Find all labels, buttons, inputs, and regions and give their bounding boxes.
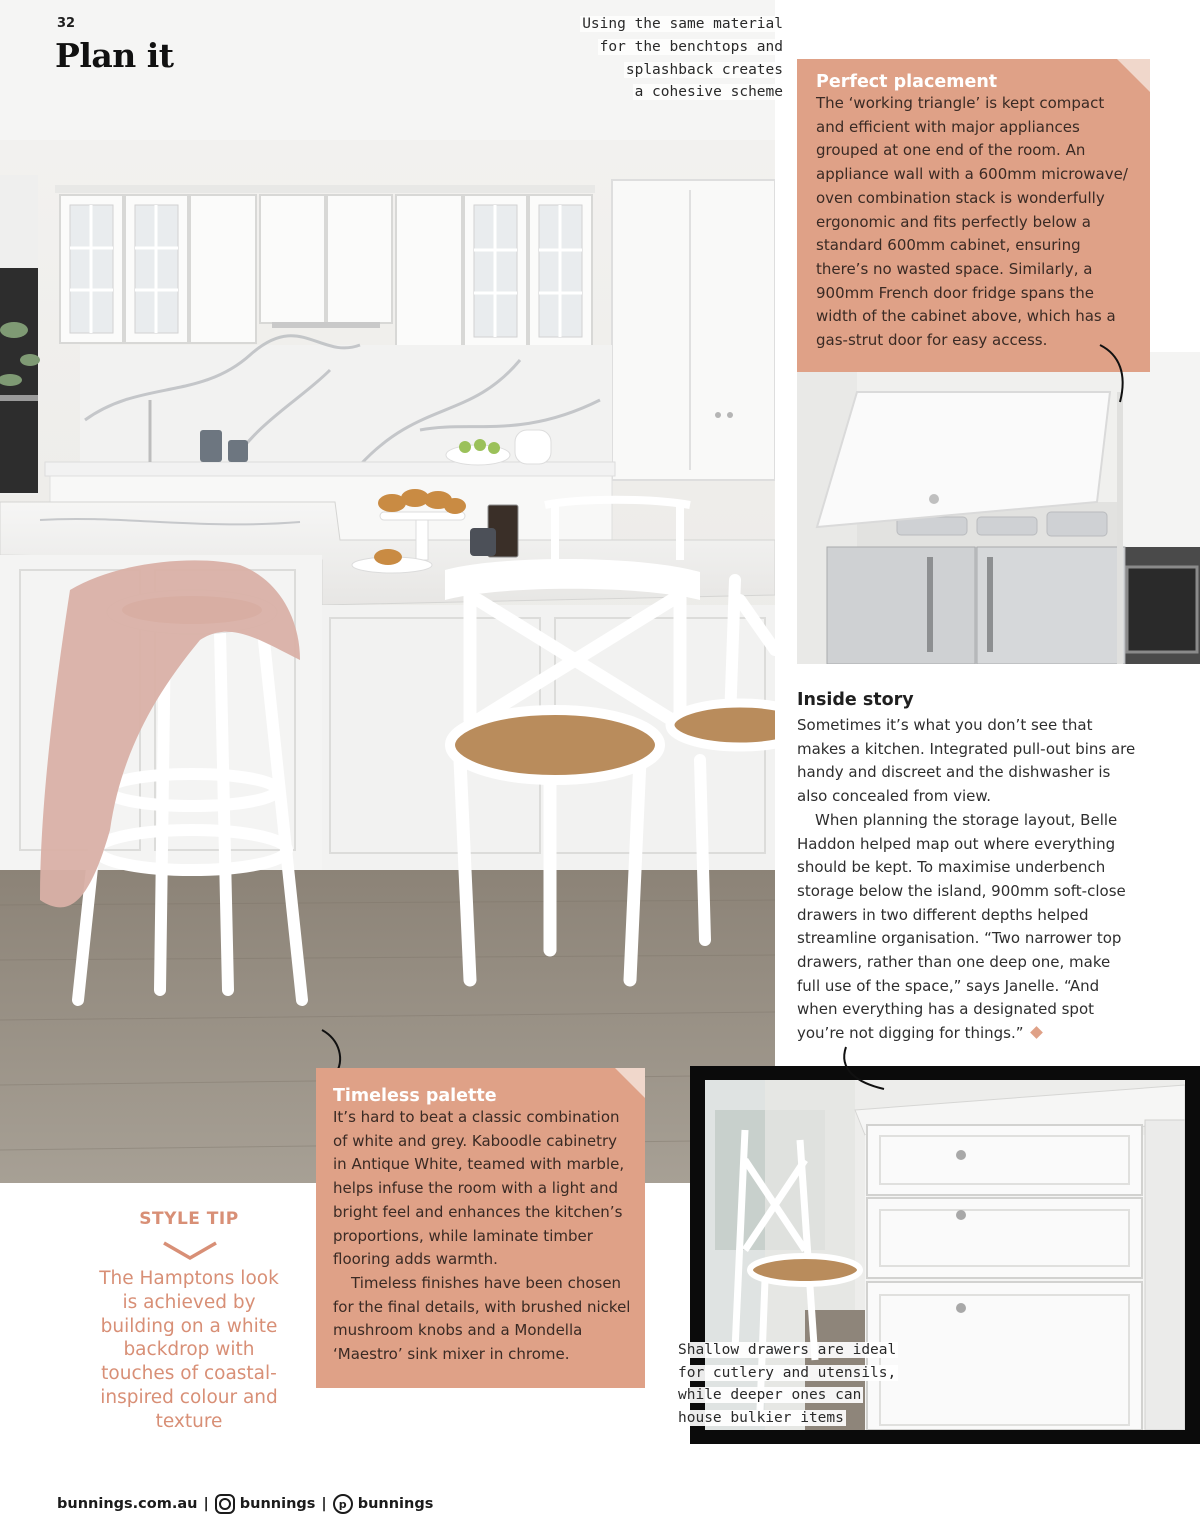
caption-line: Shallow drawers are ideal [678, 1342, 897, 1358]
caption-line: while deeper ones can [678, 1387, 862, 1404]
caption-line: for cutlery and utensils, [678, 1364, 897, 1381]
inside-story-section [797, 690, 1137, 1046]
divider: | [203, 1496, 209, 1512]
paragraph: Timeless finishes have been chosen for the final details, with brushed nickel mushroom knobs and a Mondella ‘Maestro’ sink mixer in chrome. [333, 1273, 631, 1364]
folded-corner [615, 1068, 645, 1098]
style-tip-text: The Hamptons look is achieved by building on a white backdrop with touches of coastal-inspired colour and texture [99, 1268, 279, 1432]
callout-perfect-placement [797, 59, 1150, 372]
pinterest-icon: p [333, 1494, 353, 1514]
page-number: 32 [57, 16, 76, 31]
caption-line: a cohesive scheme [634, 84, 783, 101]
folded-corner [1117, 59, 1150, 92]
style-tip-label: STYLE TIP [139, 1209, 239, 1229]
caption-line: house bulkier items [678, 1409, 844, 1426]
divider: | [321, 1496, 327, 1512]
callout-title: Timeless palette [333, 1086, 497, 1106]
callout-timeless-palette [316, 1068, 645, 1388]
paragraph [797, 809, 1137, 1046]
section-heading: Inside story [797, 690, 914, 710]
callout-body: The ‘working triangle’ is kept compact and efficient with major appliances grouped at one end of the room. An appliance wall with a 600mm microwave/ oven combination stack is wonderfully ergonomic and fits perfectly below a standard 600mm cabinet, ensuring there’s no wasted space. Similarly, a 900mm French door fridge spans the width of the cabinet above, which has a gas-strut door for easy access. [816, 94, 1128, 350]
photo-caption-top [525, 13, 785, 104]
instagram-icon [215, 1494, 235, 1514]
pointer-line [838, 1045, 888, 1095]
pointer-line [1095, 340, 1135, 410]
caption-line: splashback creates [625, 61, 783, 78]
end-mark-icon [1030, 1026, 1043, 1039]
website-link[interactable]: bunnings.com.au [57, 1496, 198, 1512]
paragraph: It’s hard to beat a classic combination of white and grey. Kaboodle cabinetry in Antique White, teamed with marble, helps infuse the room with a light and bright feel and enhances the kitchen’s proportions, while laminate timber flooring adds warmth. [333, 1108, 625, 1269]
fridge-photo [797, 352, 1200, 664]
paragraph-text: When planning the storage layout, Belle Haddon helped map out where everything should be kept. To maximise underbench storage below the island, 900mm soft-close drawers in two different depths helped streamline organisation. “Two narrower top drawers, rather than one deep one, make full use of the space,” says Janelle. “And when everything has a designated spot you’re not digging for things.” [797, 810, 1126, 1043]
caption-line: for the benchtops and [599, 38, 783, 55]
caption-line: Using the same material [582, 16, 783, 32]
section-title: Plan it [55, 36, 174, 75]
pinterest-handle[interactable]: bunnings [357, 1496, 434, 1512]
chevron-down-icon [162, 1240, 218, 1262]
callout-title: Perfect placement [816, 72, 998, 92]
photo-caption-bottom [676, 1339, 936, 1429]
paragraph: Sometimes it’s what you don’t see that makes a kitchen. Integrated pull-out bins are handy and discreet and the dishwasher is also concealed from view. [797, 716, 1136, 806]
footer [57, 1494, 433, 1514]
instagram-handle[interactable]: bunnings [239, 1496, 316, 1512]
